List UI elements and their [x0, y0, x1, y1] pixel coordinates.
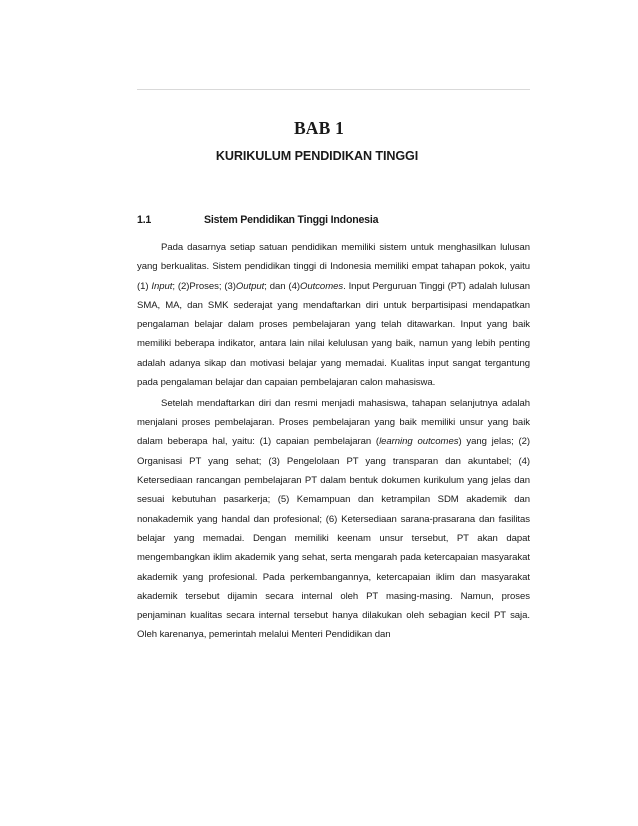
section-number: 1.1 [137, 214, 152, 226]
italic-term: learning outcomes [379, 436, 459, 448]
italic-term: Outcomes [299, 280, 344, 292]
italic-term: Output [235, 280, 265, 292]
paragraph-text: . Input Perguruan Tinggi (PT) adalah lulusan SMA, MA, dan SMK sederajat yang mendaftarkan diri untuk berpartisipasi mendapatkan pengalaman belajar dalam proses pembelajaran yang telah ditawarkan. Input yang baik memiliki beberapa indikator, antara lain nilai kelulusan yang baik, namun yang lebih penting adalah adanya sikap dan motivasi belajar yang memadai. Kualitas input sangat tergantung pada pengalaman belajar dan capaian pembelajaran calon mahasiswa. [137, 280, 531, 389]
paragraph-text: ; (2)Proses; (3) [172, 280, 236, 292]
paragraph-text: Setelah mendaftarkan diri dan resmi menjadi mahasiswa, tahapan selanjutnya adalah menjalani proses pembelajaran. Proses pembelajaran yang baik memiliki unsur yang baik dalam beberapa hal, yaitu: (1) capaian pembelajaran ( [137, 397, 530, 448]
header-divider [137, 89, 530, 90]
paragraph-text: ; dan (4) [264, 280, 300, 292]
paragraph-text: ) yang jelas; (2) Organisasi PT yang sehat; (3) Pengelolaan PT yang transparan dan akuntabel; (4) Ketersediaan rancangan pembelajaran PT dalam bentuk dokumen kurikulum yang jelas dan sesuai kebutuhan pasarkerja; (5) Kemampuan dan ketrampilan SDM akademik dan nonakademik yang handal dan profesional; (6) Ketersediaan sarana-prasarana dan fasilitas belajar yang memadai. Dengan memiliki keenam unsur tersebut, PT akan dapat mengembangkan iklim akademik yang sehat, serta mengarah pada ketercapaian masyarakat akademik yang profesional. Pada perkembangannya, ketercapaian iklim dan masyarakat akademik tersebut dijamin secara internal oleh PT masing-masing. Namun, proses penjaminan kualitas secara internal tersebut hanya dilakukan oleh sebagian kecil PT saja. Oleh karenanya, pemerintah melalui Menteri Pendidikan dan [137, 436, 530, 641]
paragraph-text: Pada dasarnya setiap satuan pendidikan memiliki sistem untuk menghasilkan lulusan yang berkualitas. Sistem pendidikan tinggi di Indonesia memiliki empat tahapan pokok, yaitu (1) [137, 242, 530, 292]
chapter-title: KURIKULUM PENDIDIKAN TINGGI [215, 149, 419, 163]
section-title: Sistem Pendidikan Tinggi Indonesia [204, 214, 379, 226]
chapter-number: BAB 1 [293, 118, 345, 138]
italic-term: Input [151, 280, 173, 292]
paragraph-2 [137, 394, 530, 645]
paragraph-1 [137, 238, 530, 392]
body-text [137, 238, 530, 645]
